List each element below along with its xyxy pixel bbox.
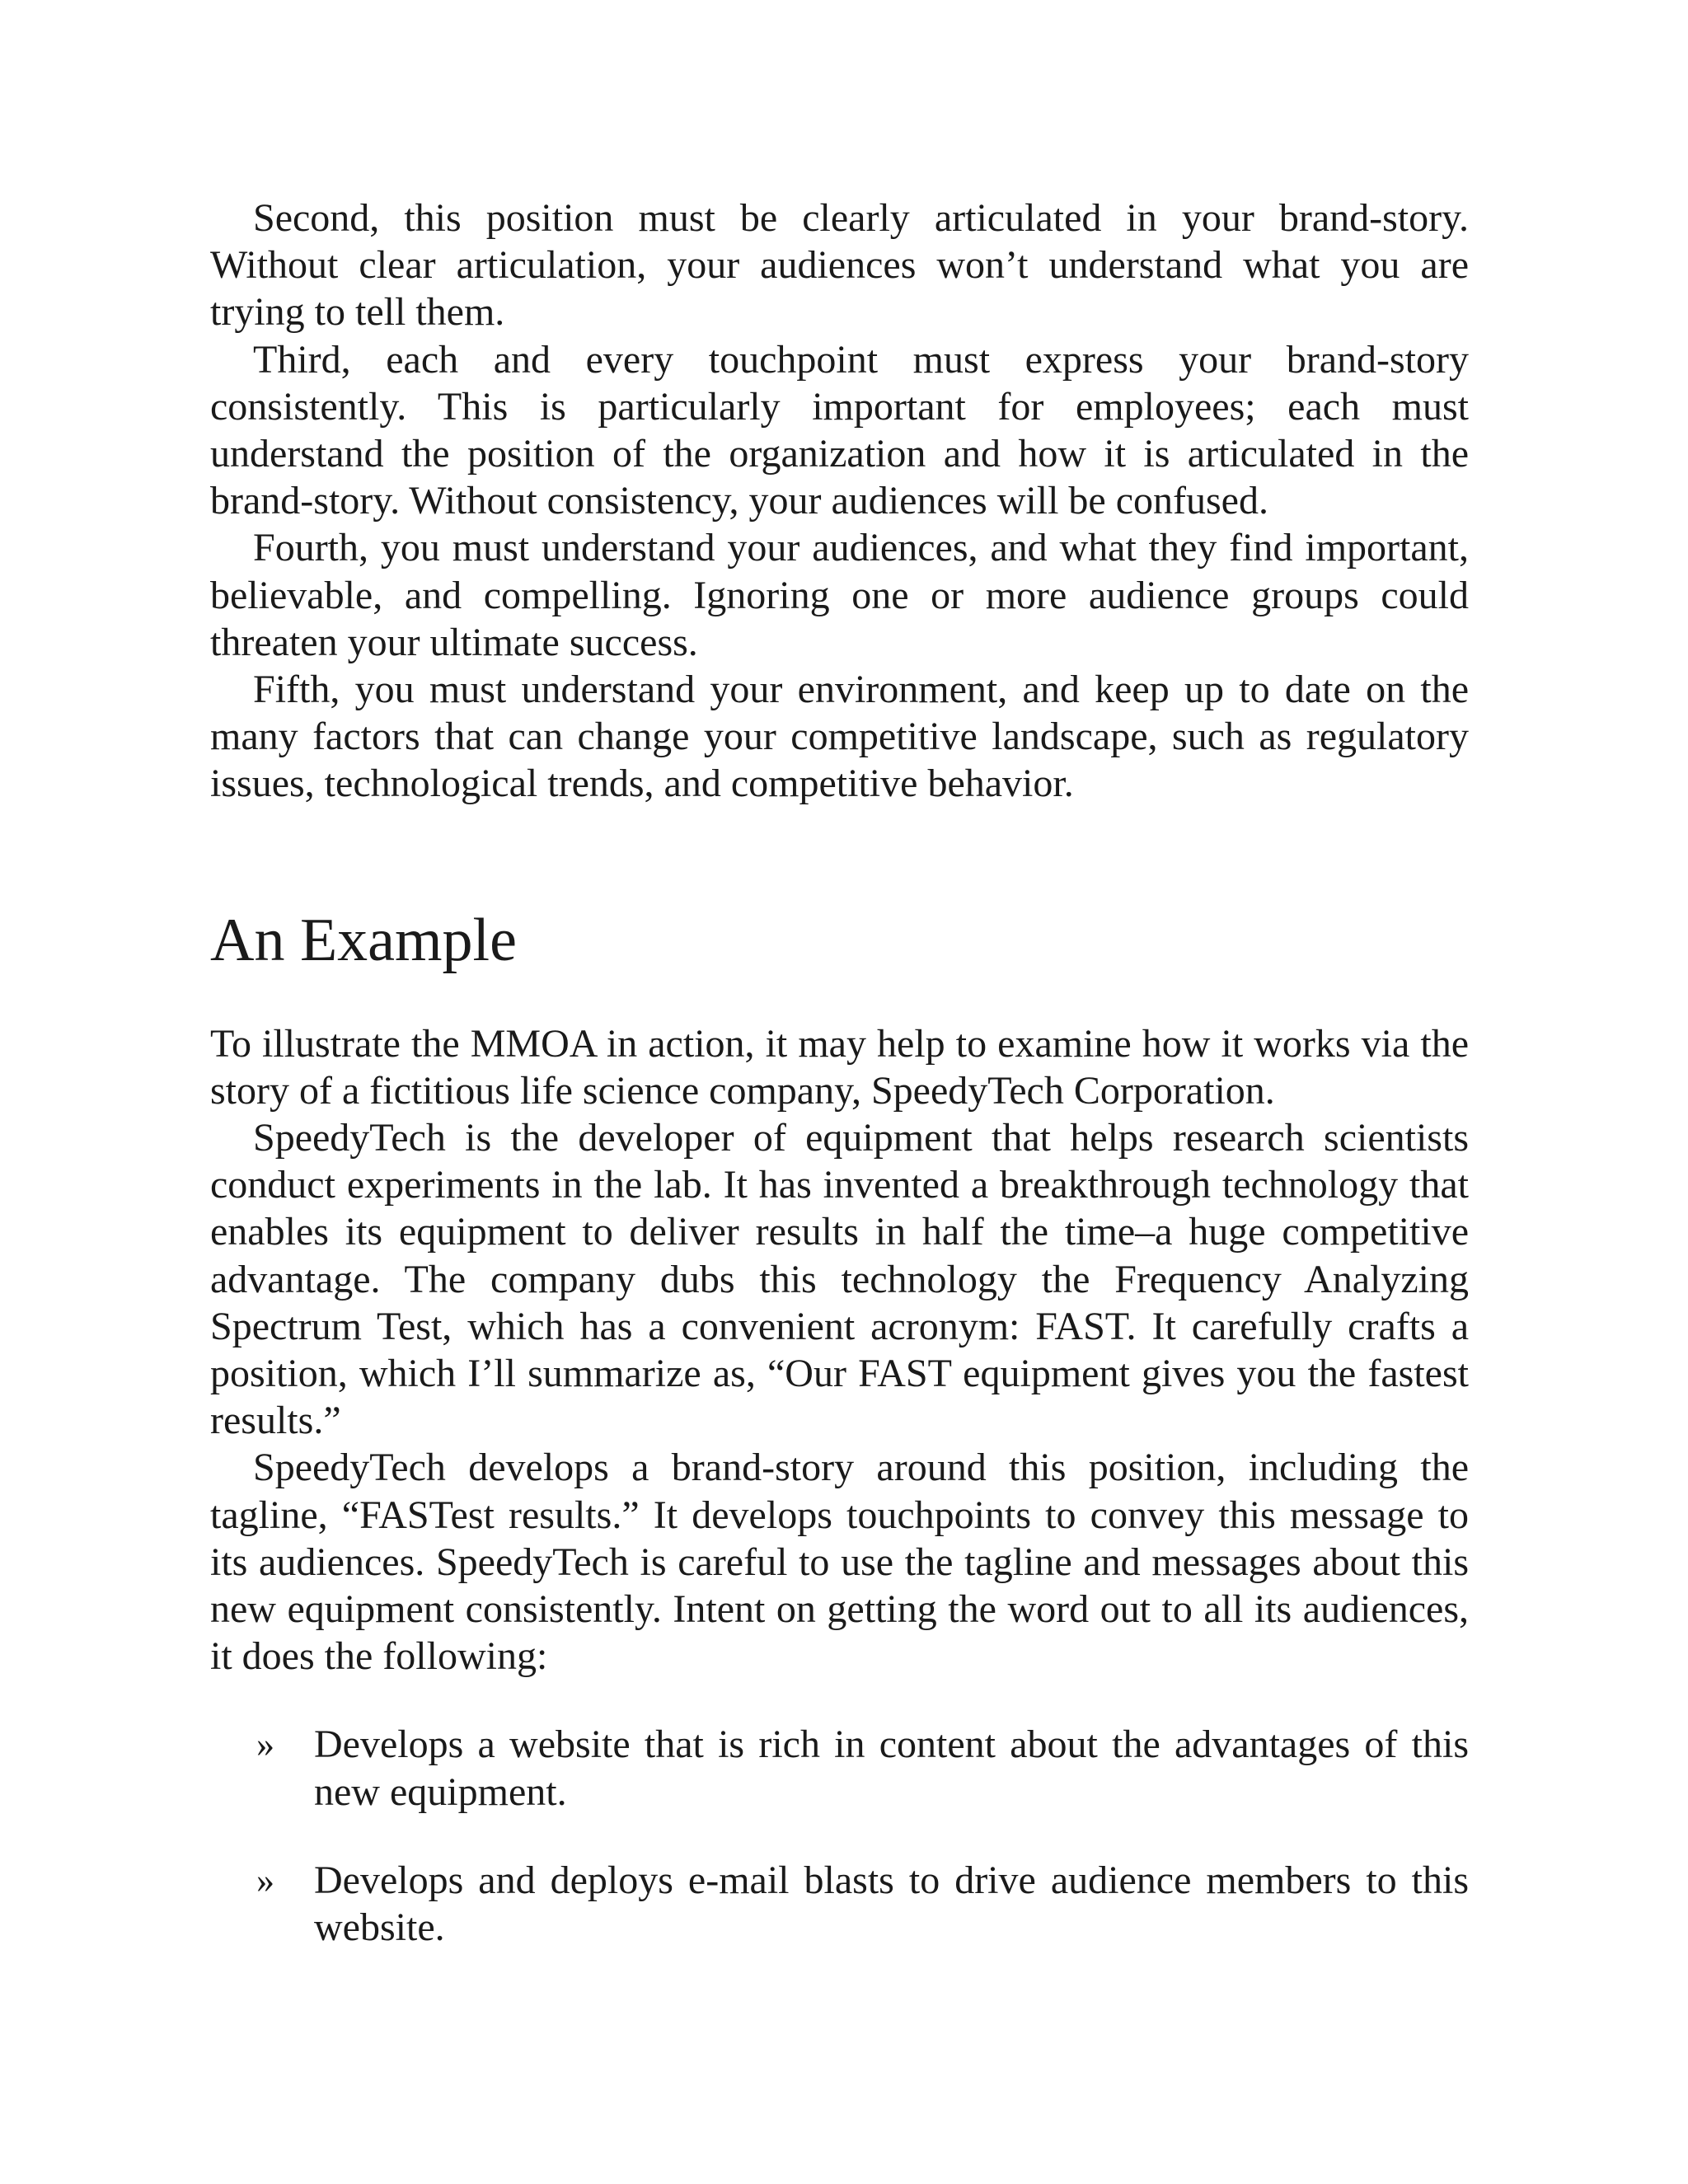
- paragraph-speedytech: SpeedyTech is the developer of equipment that helps research scientists conduct experiments in the lab. It has invented a breakthrough technology that enables its equipment to deliver results in half the time–a huge competitive advantage. The company dubs this technology the Frequency Analyzing Spectrum Test, which has a convenient acronym: FAST. It carefully crafts a position, which I’ll summarize as, “Our FAST equipment gives you the fastest results.”: [210, 1116, 1469, 1443]
- bullet-list: [210, 1721, 1469, 1951]
- document-page: [210, 194, 1469, 1992]
- paragraph-second: Second, this position must be clearly articulated in your brand-story. Without clear articulation, your audiences won’t understand what you are trying to tell them.: [210, 196, 1469, 335]
- paragraph-intro: To illustrate the MMOA in action, it may help to examine how it works via the story of a fictitious life science company, SpeedyTech Corporation.: [210, 1021, 1469, 1113]
- paragraph-fourth: Fourth, you must understand your audiences, and what they find important, believable, and compelling. Ignoring one or more audience groups could threaten your ultimate success.: [210, 526, 1469, 664]
- paragraph-fifth: Fifth, you must understand your environment, and keep up to date on the many factors that can change your competitive landscape, such as regulatory issues, technological trends, and competitive behavior.: [210, 668, 1469, 806]
- bullet-text: Develops a website that is rich in content about the advantages of this new equipment.: [314, 1722, 1469, 1814]
- paragraph-third: Third, each and every touchpoint must express your brand-story consistently. This is particularly important for employees; each must understand the position of the organization and how it is articulated in the brand-story. Without consistency, your audiences will be confused.: [210, 337, 1469, 523]
- list-item: [210, 1721, 1469, 1815]
- bullet-text: Develops and deploys e-mail blasts to drive audience members to this website.: [314, 1858, 1469, 1950]
- list-item: [210, 1857, 1469, 1951]
- bullet-marker: »: [256, 1724, 274, 1765]
- paragraph-brand-story: SpeedyTech develops a brand-story around this position, including the tagline, “FASTest results.” It develops touchpoints to convey this message to its audiences. SpeedyTech is careful to use the tagline and messages about this new equipment consistently. Intent on getting the word out to all its audiences, it does the following:: [210, 1446, 1469, 1679]
- bullet-marker: »: [256, 1859, 274, 1900]
- section-heading: An Example: [210, 906, 517, 974]
